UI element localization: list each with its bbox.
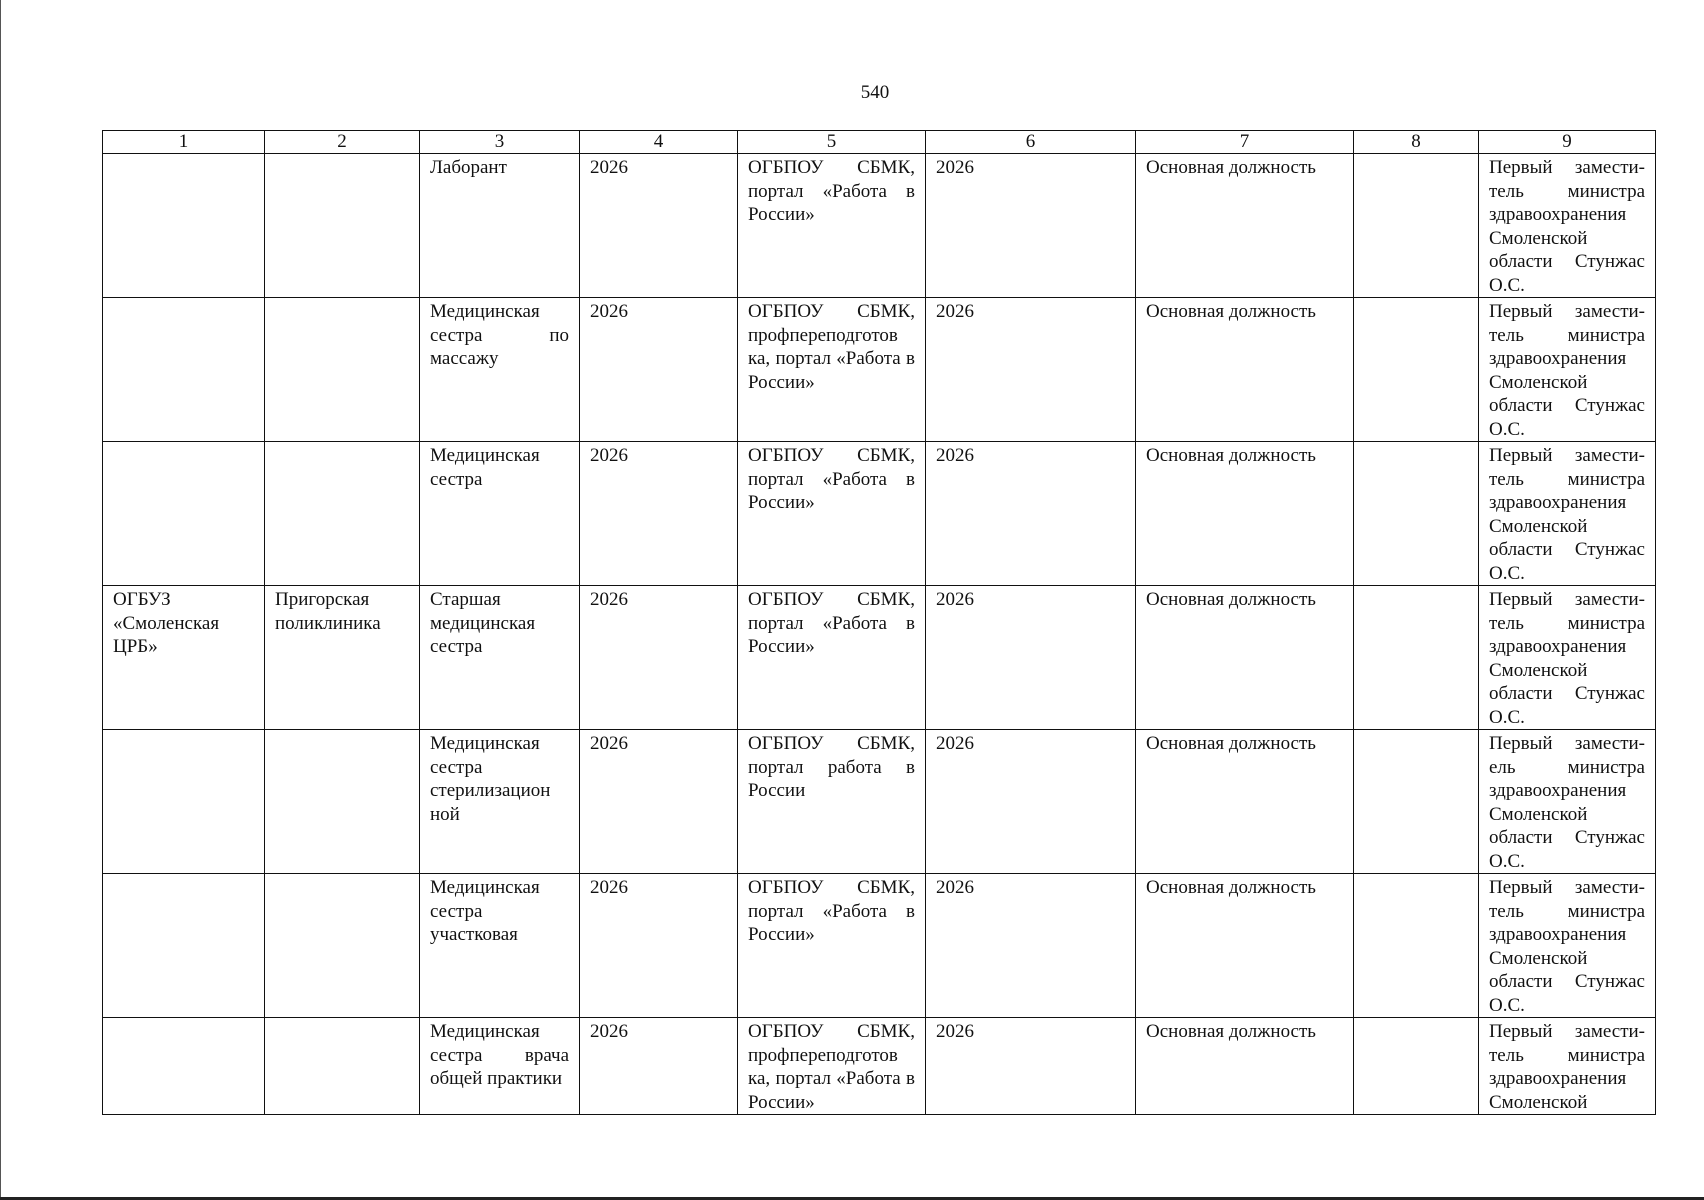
header-cell: 9: [1479, 131, 1656, 154]
year-cell: 2026: [580, 586, 738, 730]
organization-cell: [103, 298, 265, 442]
subdivision-cell: Пригорская поликлиника: [265, 586, 420, 730]
responsible-cell: Первый замести-тель министра здравоохранения Смоленской области Стунжас О.С.: [1479, 442, 1656, 586]
year-cell: 2026: [926, 298, 1136, 442]
subdivision-cell: [265, 298, 420, 442]
year-cell: 2026: [580, 1018, 738, 1115]
subdivision-cell: [265, 1018, 420, 1115]
header-cell: 4: [580, 131, 738, 154]
responsible-cell: Первый замести-тель министра здравоохранения Смоленской: [1479, 1018, 1656, 1115]
empty-cell: [1354, 154, 1479, 298]
empty-cell: [1354, 442, 1479, 586]
job-type-cell: Основная должность: [1136, 154, 1354, 298]
job-type-cell: Основная должность: [1136, 730, 1354, 874]
responsible-cell: Первый замести-тель министра здравоохранения Смоленской области Стунжас О.С.: [1479, 154, 1656, 298]
organization-cell: [103, 154, 265, 298]
source-cell: ОГБПОУ СБМК, портал «Работа в России»: [738, 874, 926, 1018]
page-number: 540: [860, 82, 890, 103]
empty-cell: [1354, 730, 1479, 874]
header-cell: 3: [420, 131, 580, 154]
table-row: [103, 442, 1656, 586]
year-cell: 2026: [580, 298, 738, 442]
position-cell: Медицинская сестра врача общей практики: [420, 1018, 580, 1115]
subdivision-cell: [265, 442, 420, 586]
subdivision-cell: [265, 874, 420, 1018]
year-cell: 2026: [926, 1018, 1136, 1115]
position-cell: Медицинская сестра участковая: [420, 874, 580, 1018]
responsible-cell: Первый замести-тель министра здравоохранения Смоленской области Стунжас О.С.: [1479, 874, 1656, 1018]
organization-cell: [103, 874, 265, 1018]
source-cell: ОГБПОУ СБМК, портал «Работа в России»: [738, 442, 926, 586]
empty-cell: [1354, 874, 1479, 1018]
year-cell: 2026: [580, 442, 738, 586]
responsible-cell: Первый замести-ель министра здравоохранения Смоленской области Стунжас О.С.: [1479, 730, 1656, 874]
organization-cell: [103, 730, 265, 874]
responsible-cell: Первый замести-тель министра здравоохранения Смоленской области Стунжас О.С.: [1479, 298, 1656, 442]
header-cell: 6: [926, 131, 1136, 154]
table-row: [103, 154, 1656, 298]
source-cell: ОГБПОУ СБМК, портал «Работа в России»: [738, 154, 926, 298]
empty-cell: [1354, 298, 1479, 442]
job-type-cell: Основная должность: [1136, 586, 1354, 730]
year-cell: 2026: [926, 730, 1136, 874]
table-row: [103, 1018, 1656, 1115]
job-type-cell: Основная должность: [1136, 874, 1354, 1018]
source-cell: ОГБПОУ СБМК, профпереподготов ка, портал «Работа в России»: [738, 1018, 926, 1115]
empty-cell: [1354, 1018, 1479, 1115]
source-cell: ОГБПОУ СБМК, профпереподготов ка, портал «Работа в России»: [738, 298, 926, 442]
positions-table: [102, 130, 1656, 1115]
header-cell: 7: [1136, 131, 1354, 154]
position-cell: Медицинская сестра стерилизацион ной: [420, 730, 580, 874]
table-row: [103, 730, 1656, 874]
responsible-cell: Первый замести-тель министра здравоохранения Смоленской области Стунжас О.С.: [1479, 586, 1656, 730]
source-cell: ОГБПОУ СБМК, портал «Работа в России»: [738, 586, 926, 730]
header-cell: 1: [103, 131, 265, 154]
year-cell: 2026: [926, 442, 1136, 586]
year-cell: 2026: [580, 154, 738, 298]
job-type-cell: Основная должность: [1136, 298, 1354, 442]
header-row: [103, 131, 1656, 154]
year-cell: 2026: [926, 586, 1136, 730]
organization-cell: ОГБУЗ «Смоленская ЦРБ»: [103, 586, 265, 730]
organization-cell: [103, 442, 265, 586]
subdivision-cell: [265, 154, 420, 298]
header-cell: 2: [265, 131, 420, 154]
subdivision-cell: [265, 730, 420, 874]
year-cell: 2026: [580, 730, 738, 874]
job-type-cell: Основная должность: [1136, 1018, 1354, 1115]
source-cell: ОГБПОУ СБМК, портал работа в России: [738, 730, 926, 874]
year-cell: 2026: [580, 874, 738, 1018]
empty-cell: [1354, 586, 1479, 730]
position-cell: Медицинская сестра по массажу: [420, 298, 580, 442]
organization-cell: [103, 1018, 265, 1115]
position-cell: Старшая медицинская сестра: [420, 586, 580, 730]
position-cell: Лаборант: [420, 154, 580, 298]
job-type-cell: Основная должность: [1136, 442, 1354, 586]
scan-left-edge: [0, 0, 4, 1200]
year-cell: 2026: [926, 874, 1136, 1018]
header-cell: 8: [1354, 131, 1479, 154]
table-row: [103, 298, 1656, 442]
year-cell: 2026: [926, 154, 1136, 298]
position-cell: Медицинская сестра: [420, 442, 580, 586]
header-cell: 5: [738, 131, 926, 154]
table-row: [103, 874, 1656, 1018]
table-row: [103, 586, 1656, 730]
